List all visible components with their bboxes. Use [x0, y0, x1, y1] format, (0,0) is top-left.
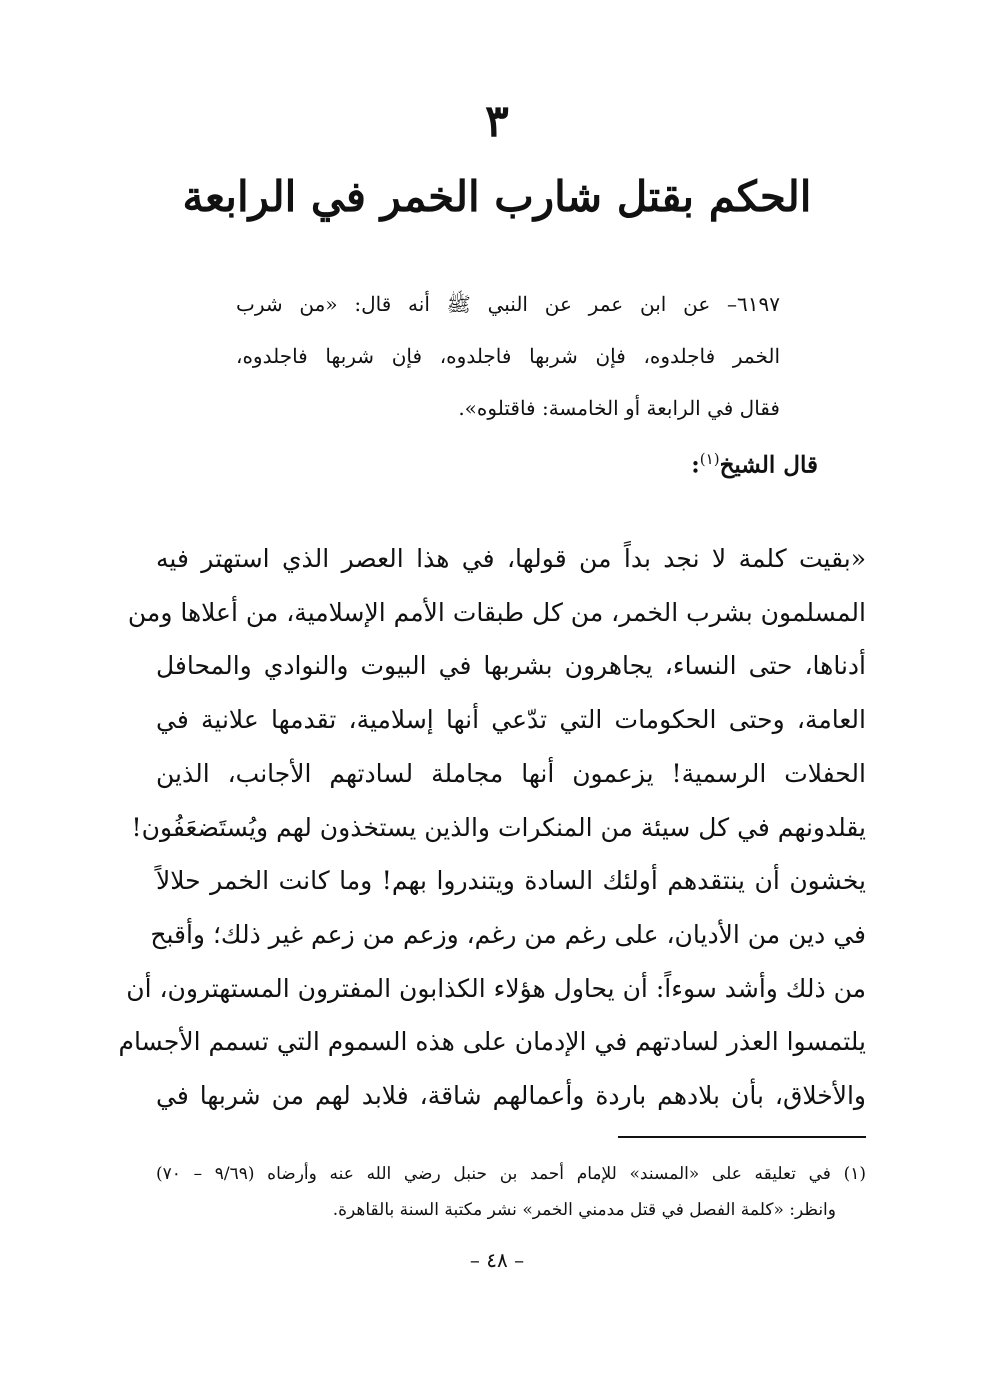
sheikh-heading-label: قال الشيخ [719, 451, 818, 479]
footnote-reference[interactable]: (١) [699, 450, 720, 468]
footnote-line: (١) في تعليقه على «المسند» للإمام أحمد بن حنبل رضي الله عنه وأرضاه (٩/٦٩ – ٧٠) [156, 1164, 866, 1184]
body-line: في دين من الأديان، على رغم من رغم، وزعم من زعم غير ذلك؛ وأقبح [150, 919, 866, 949]
sheikh-heading [691, 450, 818, 479]
footnote-line: وانظر: «كلمة الفصل في قتل مدمني الخمر» نشر مكتبة السنة بالقاهرة. [332, 1200, 836, 1220]
body-line: يخشون أن ينتقدهم أولئك السادة ويتندروا بهم! وما كانت الخمر حلالاً [156, 866, 866, 896]
body-paragraph [118, 532, 866, 1123]
footnotes [156, 1156, 866, 1228]
hadith-line: ٦١٩٧– عن ابن عمر عن النبي ﷺ أنه قال: «من شرب [236, 292, 780, 316]
body-line: أدناها، حتى النساء، يجاهرون بشربها في البيوت والنوادي والمحافل [156, 651, 866, 681]
body-line: من ذلك وأشد سوءاً: أن يحاول هؤلاء الكذابون المفترون المستهترون، أن [126, 973, 866, 1003]
body-line: يقلدونهم في كل سيئة من المنكرات والذين يستخذون لهم ويُستَضعَفُون! [131, 812, 866, 842]
body-line: «بقيت كلمة لا نجد بداً من قولها، في هذا العصر الذي استهتر فيه [156, 544, 866, 573]
hadith-line: الخمر فاجلدوه، فإن شربها فاجلدوه، فإن شربها فاجلدوه، [236, 344, 780, 368]
body-line: والأخلاق، بأن بلادهم باردة وأعمالهم شاقة، فلابد لهم من شربها في [156, 1081, 866, 1111]
chapter-number: ٣ [485, 96, 509, 147]
hadith-text [236, 278, 780, 434]
body-line: يلتمسوا العذر لسادتهم في الإدمان على هذه السموم التي تسمم الأجسام [118, 1027, 866, 1057]
sheikh-heading-colon: : [691, 451, 700, 479]
body-line: العامة، وحتى الحكومات التي تدّعي أنها إسلامية، تقدمها علانية في [156, 705, 866, 735]
hadith-line: فقال في الرابعة أو الخامسة: فاقتلوه». [458, 396, 780, 420]
body-line: المسلمون بشرب الخمر، من كل طبقات الأمم الإسلامية، من أعلاها ومن [127, 597, 866, 627]
body-line: الحفلات الرسمية! يزعمون أنها مجاملة لسادتهم الأجانب، الذين [156, 758, 866, 788]
footnote-separator [618, 1136, 866, 1138]
chapter-title: الحكم بقتل شارب الخمر في الرابعة [182, 172, 812, 221]
page-number: – ٤٨ – [469, 1248, 525, 1272]
